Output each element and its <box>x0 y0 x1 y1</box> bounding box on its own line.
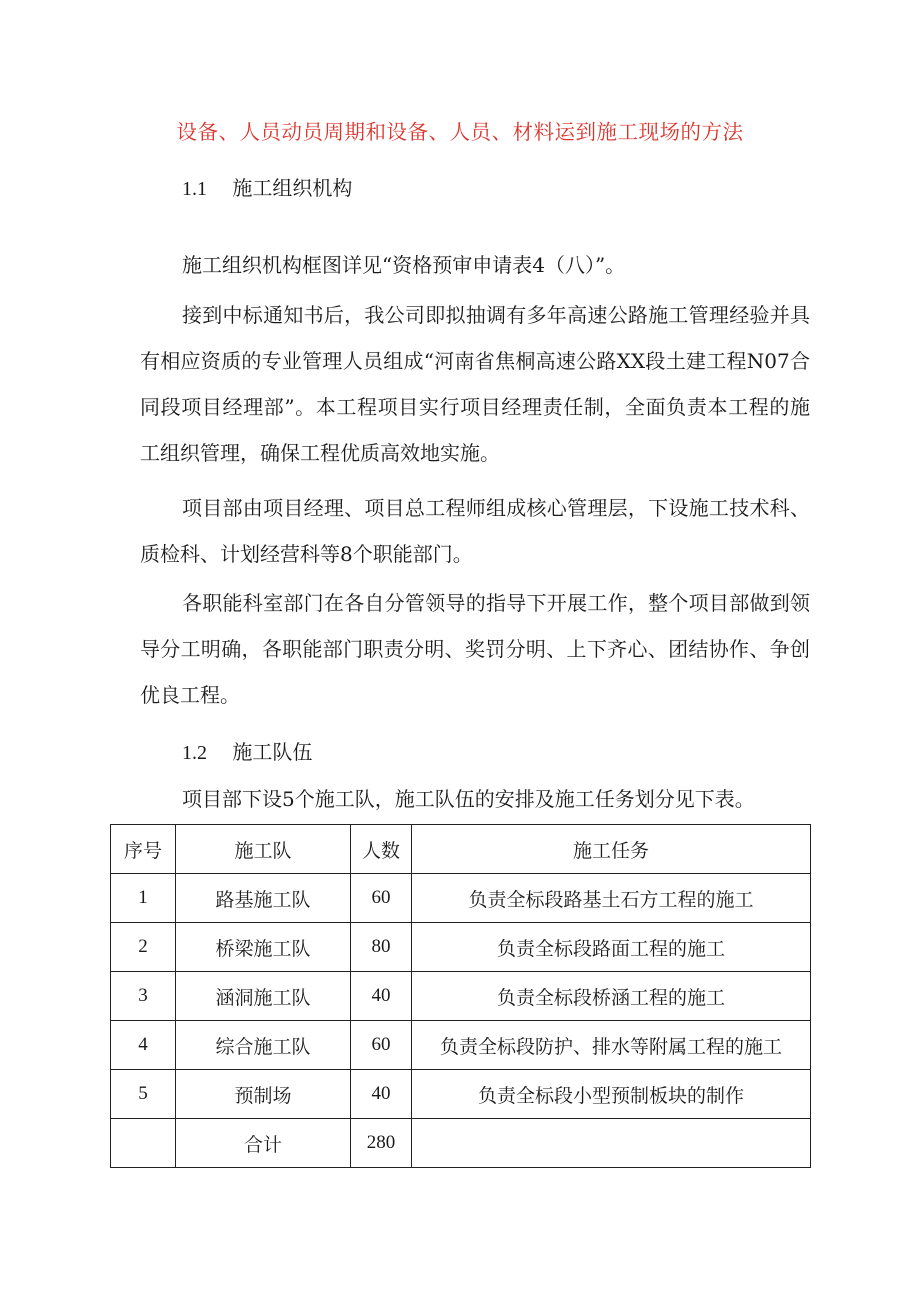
table-cell: 40 <box>351 1070 412 1119</box>
table-cell: 4 <box>111 1021 176 1070</box>
table-row <box>111 874 811 923</box>
section-2-number: 1.2 <box>182 742 207 764</box>
section-2-title: 施工队伍 <box>232 740 313 764</box>
table-cell <box>412 1119 811 1168</box>
table-cell: 2 <box>111 923 176 972</box>
section-2-intro: 项目部下设5个施工队，施工队伍的安排及施工任务划分见下表。 <box>182 787 755 811</box>
paragraph-3: 项目部由项目经理、项目总工程师组成核心管理层，下设施工技术科、质检科、计划经营科等8个职能部门。 <box>140 496 810 566</box>
table-cell: 路基施工队 <box>176 874 351 923</box>
table-cell: 负责全标段路面工程的施工 <box>412 923 811 972</box>
paragraph-4: 各职能科室部门在各自分管领导的指导下开展工作，整个项目部做到领导分工明确，各职能部门职责分明、奖罚分明、上下齐心、团结协作、争创优良工程。 <box>140 591 810 707</box>
section-1-title: 施工组织机构 <box>232 176 353 200</box>
table-row <box>111 1070 811 1119</box>
document-title: 设备、人员动员周期和设备、人员、材料运到施工现场的方法 <box>176 120 744 144</box>
table-cell: 5 <box>111 1070 176 1119</box>
table-cell <box>111 1119 176 1168</box>
table-header-row <box>111 825 811 874</box>
table-row <box>111 923 811 972</box>
table-cell: 80 <box>351 923 412 972</box>
table-cell: 负责全标段小型预制板块的制作 <box>412 1070 811 1119</box>
total-count: 280 <box>351 1119 412 1168</box>
section-1-number: 1.1 <box>182 178 207 200</box>
table-row <box>111 1021 811 1070</box>
header-cell: 施工队 <box>176 825 351 874</box>
table-cell: 涵洞施工队 <box>176 972 351 1021</box>
total-label: 合计 <box>176 1119 351 1168</box>
table-cell: 1 <box>111 874 176 923</box>
table-total-row <box>111 1119 811 1168</box>
table-cell: 负责全标段路基土石方工程的施工 <box>412 874 811 923</box>
table-cell: 3 <box>111 972 176 1021</box>
table-cell: 综合施工队 <box>176 1021 351 1070</box>
table-cell: 桥梁施工队 <box>176 923 351 972</box>
header-cell: 序号 <box>111 825 176 874</box>
header-cell: 人数 <box>351 825 412 874</box>
section-2-heading <box>182 738 312 767</box>
table-cell: 预制场 <box>176 1070 351 1119</box>
table-cell: 负责全标段防护、排水等附属工程的施工 <box>412 1021 811 1070</box>
table-cell: 负责全标段桥涵工程的施工 <box>412 972 811 1021</box>
table-cell: 60 <box>351 1021 412 1070</box>
header-cell: 施工任务 <box>412 825 811 874</box>
paragraph-1: 施工组织机构框图详见“资格预审申请表4（八）”。 <box>182 253 626 277</box>
paragraph-2: 接到中标通知书后，我公司即拟抽调有多年高速公路施工管理经验并具有相应资质的专业管理人员组成“河南省焦桐高速公路XX段土建工程N07合同段项目经理部”。本工程项目实行项目经理责任制，全面负责本工程的施工组织管理，确保工程优质高效地实施。 <box>140 303 810 465</box>
table-row <box>111 972 811 1021</box>
table-cell: 40 <box>351 972 412 1021</box>
section-1-heading <box>182 174 352 203</box>
team-table <box>110 824 811 1168</box>
table-cell: 60 <box>351 874 412 923</box>
